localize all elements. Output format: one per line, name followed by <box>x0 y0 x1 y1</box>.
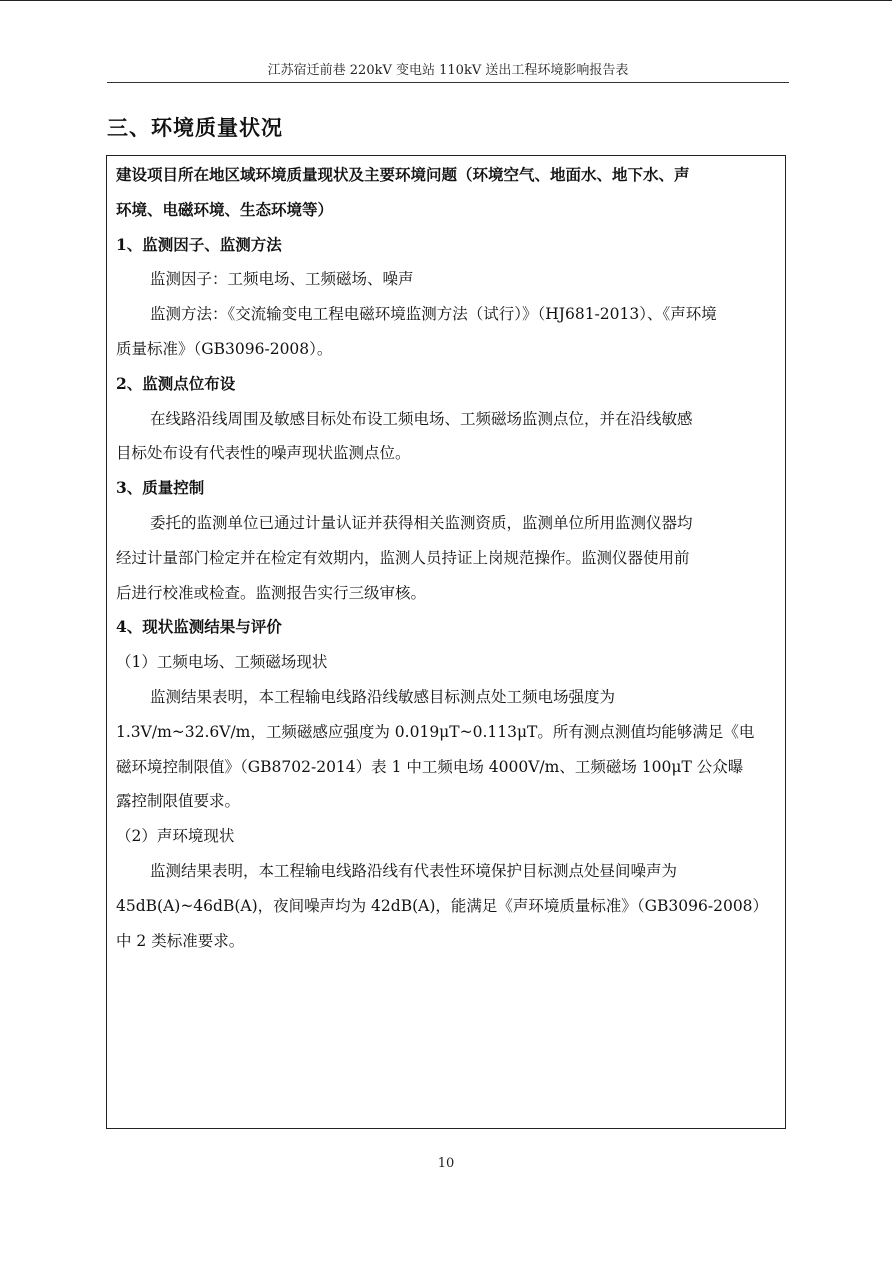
s1-factors: 监测因子：工频电场、工频磁场、噪声 <box>150 270 414 289</box>
s4-sub1-line-3: 磁环境控制限值》（GB8702-2014）表 1 中工频电场 4000V/m、工频磁场 100μT 公众曝 <box>116 757 744 776</box>
s4-sub1-line-1: 监测结果表明，本工程输电线路沿线敏感目标测点处工频电场强度为 <box>150 687 616 706</box>
s3-line-1: 委托的监测单位已通过计量认证并获得相关监测资质，监测单位所用监测仪器均 <box>150 513 693 532</box>
section-title: 三、环境质量状况 <box>107 115 283 140</box>
box-heading-line-2: 环境、电磁环境、生态环境等） <box>116 199 334 219</box>
s2-title: 2、监测点位布设 <box>116 373 236 393</box>
box-heading-line-1: 建设项目所在地区域环境质量现状及主要环境问题（环境空气、地面水、地下水、声 <box>116 165 690 184</box>
s4-sub2-line-1: 监测结果表明，本工程输电线路沿线有代表性环境保护目标测点处昼间噪声为 <box>150 861 678 880</box>
s4-sub2-line-2: 45dB(A)~46dB(A)，夜间噪声均为 42dB(A)，能满足《声环境质量标准》（GB3096-2008） <box>116 896 769 915</box>
document-header: 江苏宿迁前巷 220kV 变电站 110kV 送出工程环境影响报告表 <box>267 63 629 78</box>
s4-sub1-line-4: 露控制限值要求。 <box>116 792 241 811</box>
s4-sub2-line-3: 中 2 类标准要求。 <box>116 931 245 950</box>
s1-method-line-2: 质量标准》（GB3096-2008）。 <box>116 339 333 358</box>
content-box <box>106 155 786 1129</box>
s4-sub1-title: （1）工频电场、工频磁场现状 <box>116 653 328 672</box>
s3-line-3: 后进行校准或检查。监测报告实行三级审核。 <box>116 583 427 602</box>
s2-line-2: 目标处布设有代表性的噪声现状监测点位。 <box>116 444 411 463</box>
s3-line-2: 经过计量部门检定并在检定有效期内，监测人员持证上岗规范操作。监测仪器使用前 <box>116 548 690 567</box>
s4-title: 4、现状监测结果与评价 <box>116 617 282 637</box>
header-rule <box>107 82 789 83</box>
s1-method-line-1: 监测方法：《交流输变电工程电磁环境监测方法（试行）》（HJ681-2013）、《声环境 <box>150 305 717 324</box>
s4-sub1-line-2: 1.3V/m~32.6V/m，工频磁感应强度为 0.019μT~0.113μT。所有测点测值均能够满足《电 <box>116 722 755 741</box>
s4-sub2-title: （2）声环境现状 <box>116 827 235 846</box>
s1-title: 1、监测因子、监测方法 <box>116 234 282 254</box>
s2-line-1: 在线路沿线周围及敏感目标处布设工频电场、工频磁场监测点位，并在沿线敏感 <box>150 409 693 428</box>
page-number: 10 <box>437 1156 455 1171</box>
page-top-border <box>0 0 892 1</box>
s3-title: 3、质量控制 <box>116 478 205 498</box>
